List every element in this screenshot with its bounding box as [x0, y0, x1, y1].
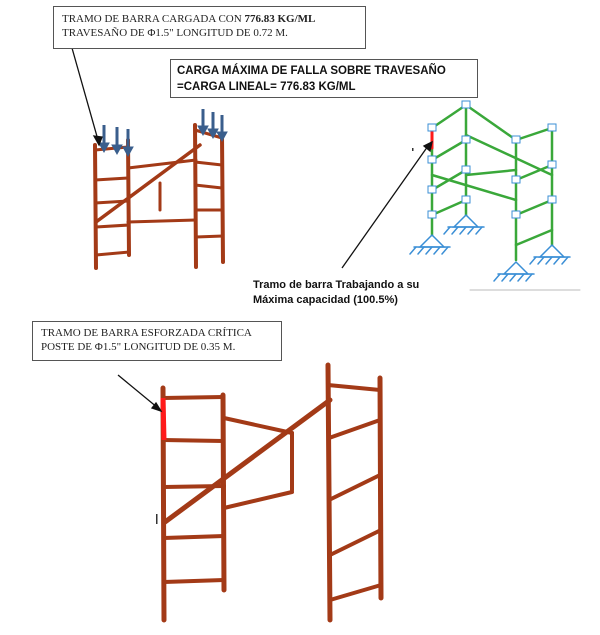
callout-loaded-line1-value: 776.83 KG/ML	[244, 13, 316, 25]
callout-loaded-line1-prefix: TRAMO DE BARRA CARGADA CON	[62, 13, 245, 25]
callout-capacity-line2: Máxima capacidad (100.5%)	[253, 294, 398, 306]
callout-critical-line2: POSTE DE Φ1.5" LONGITUD DE 0.35 M.	[41, 341, 236, 353]
load-arrows-left	[99, 125, 133, 156]
callout-capacity-line1: Tramo de barra Trabajando a su	[253, 279, 420, 291]
callout-critical-line1: TRAMO DE BARRA ESFORZADA CRÍTICA	[41, 327, 252, 339]
callout-max-failure-line2: =CARGA LINEAL= 776.83 KG/ML	[177, 81, 356, 93]
callout-loaded-line2: TRAVESAÑO DE Φ1.5" LONGITUD DE 0.72 M.	[62, 27, 288, 39]
callout-loaded-crossbar	[53, 6, 366, 49]
callout-critical-post	[32, 321, 282, 361]
callout-max-failure-load	[170, 59, 478, 98]
pointer-top-left	[72, 48, 102, 145]
critical-post	[163, 398, 164, 440]
callout-max-capacity	[247, 274, 462, 312]
callout-max-failure-line1: CARGA MÁXIMA DE FALLA SOBRE TRAVESAÑO	[177, 65, 446, 77]
bottom-scaffold	[163, 365, 381, 620]
pointer-bottom	[118, 375, 161, 411]
analysis-model	[410, 101, 580, 290]
load-arrows-right	[198, 109, 227, 141]
pointer-capacity	[342, 142, 432, 268]
